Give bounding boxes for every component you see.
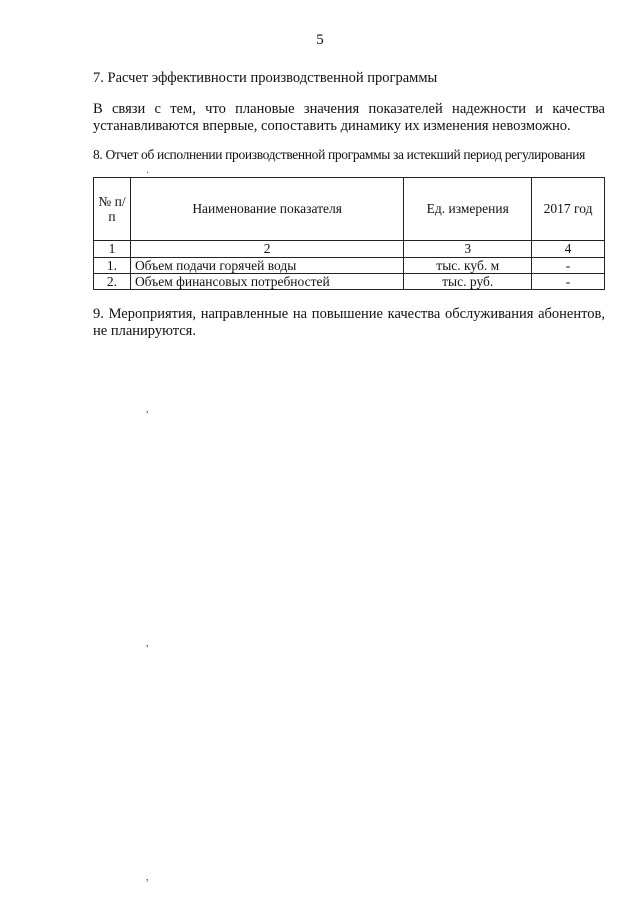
col-number: 4 [532, 241, 605, 258]
table-row [94, 258, 605, 274]
row-num: 1. [94, 258, 131, 274]
scan-speck: , [146, 404, 149, 415]
col-number: 3 [404, 241, 532, 258]
row-unit: тыс. руб. [404, 274, 532, 290]
row-value: - [532, 258, 605, 274]
header-name: Наименование показателя [130, 178, 403, 241]
row-name: Объем финансовых потребностей [130, 274, 403, 290]
column-number-row [94, 241, 605, 258]
page-number: 5 [316, 32, 324, 48]
report-table [93, 177, 605, 290]
header-year: 2017 год [532, 178, 605, 241]
header-unit: Ед. измерения [404, 178, 532, 241]
row-num: 2. [94, 274, 131, 290]
row-value: - [532, 274, 605, 290]
table-row [94, 274, 605, 290]
row-name: Объем подачи горячей воды [130, 258, 403, 274]
scan-speck: , [146, 638, 149, 649]
header-num: № п/п [94, 178, 131, 241]
col-number: 2 [130, 241, 403, 258]
section-9-text: 9. Мероприятия, направленные на повышение качества обслуживания абонентов, не планируются. [93, 306, 605, 339]
scan-speck: , [146, 872, 149, 883]
section-8-heading: 8. Отчет об исполнении производственной программы за истекший период регулирования [93, 147, 585, 162]
section-7-heading: 7. Расчет эффективности производственной программы [93, 70, 438, 86]
row-unit: тыс. куб. м [404, 258, 532, 274]
section-7-text: В связи с тем, что плановые значения показателей надежности и качества устанавливаются впервые, сопоставить динамику их изменения невозможно. [93, 101, 605, 134]
table-header-row [94, 178, 605, 241]
scan-speck: · [146, 168, 150, 179]
col-number: 1 [94, 241, 131, 258]
